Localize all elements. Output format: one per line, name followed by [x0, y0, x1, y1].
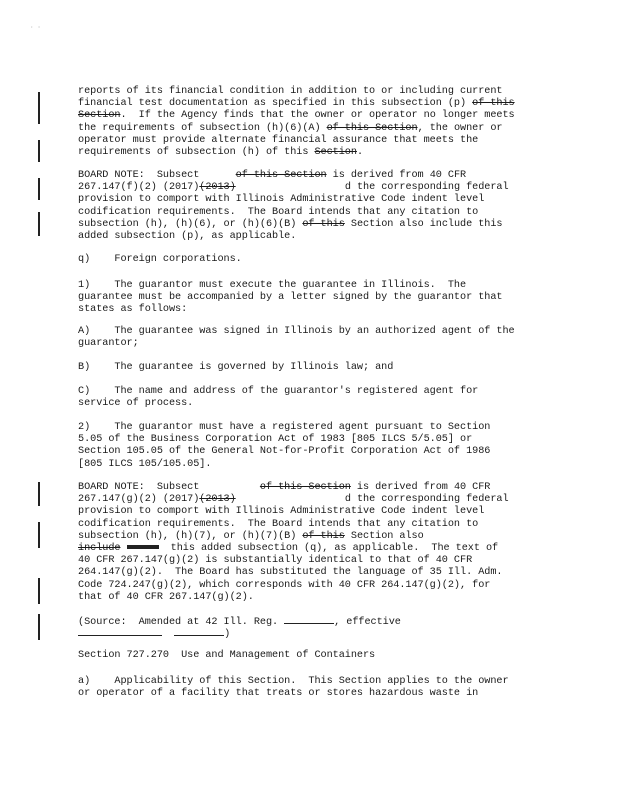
- text-run: q) Foreign corporations.: [78, 254, 242, 265]
- text-line: [78, 543, 548, 555]
- paragraph-q1: [78, 280, 548, 317]
- text-line: [78, 110, 548, 122]
- text-line: [78, 555, 548, 567]
- deleted-text: of this Section: [235, 170, 327, 181]
- text-line: [78, 626, 548, 641]
- text-line: [78, 326, 548, 338]
- text-run: added subsection (p), as applicable.: [78, 230, 297, 242]
- item-q1-a: [78, 326, 548, 350]
- text-run: operator must provide alternate financial assurance that meets the: [78, 134, 479, 146]
- source-note: [78, 614, 548, 641]
- text-run: Code 724.247(g)(2), which corresponds with 40 CFR 264.147(g)(2), for: [78, 579, 491, 591]
- text-line: [78, 614, 548, 626]
- text-line: [78, 446, 548, 458]
- paragraph-q2: [78, 422, 548, 471]
- revision-bar: [38, 578, 40, 604]
- text-run: that of 40 CFR 267.147(g)(2).: [78, 591, 254, 603]
- item-q1-c: [78, 386, 548, 410]
- paragraph-financial-reports: [78, 86, 548, 159]
- subsection-a-applicability: [78, 676, 548, 700]
- text-run: . If the Agency finds that the owner or operator no longer meets: [120, 110, 515, 122]
- text-line: [78, 338, 548, 350]
- board-note-subsection-p: [78, 170, 548, 243]
- revision-bar: [38, 178, 40, 200]
- text-line: [78, 231, 548, 243]
- text-line: [78, 386, 548, 398]
- deleted-text: of this Section: [326, 122, 418, 134]
- text-run: is derived from 40 CFR: [350, 482, 491, 493]
- redaction-mark: [127, 545, 159, 549]
- text-line: [78, 434, 548, 446]
- revision-bar: [38, 92, 40, 124]
- text-run: d the corresponding federal: [235, 494, 509, 506]
- revision-bar: [38, 140, 40, 162]
- revision-bar: [38, 482, 40, 506]
- text-run: BOARD NOTE: Subsect: [78, 482, 260, 493]
- board-note-subsection-q: [78, 482, 548, 604]
- text-run: Section 727.270 Use and Management of Containers: [78, 650, 376, 661]
- text-run: BOARD NOTE: Subsect: [78, 170, 236, 181]
- text-run: reports of its financial condition in addition to or including current: [78, 86, 503, 97]
- deleted-text: Section: [78, 110, 121, 122]
- text-line: [78, 494, 548, 506]
- scan-specks: · ·: [30, 24, 41, 31]
- deleted-text: (2013): [199, 182, 236, 194]
- text-line: [78, 398, 548, 410]
- text-run: guarantee must be accompanied by a letter signed by the guarantor that: [78, 292, 503, 304]
- deleted-text: include: [78, 542, 121, 554]
- text-line: [78, 567, 548, 579]
- text-run: 264.147(g)(2). The Board has substituted the language of 35 Ill. Adm.: [78, 567, 503, 579]
- deleted-text: Section: [314, 146, 357, 158]
- text-run: 1) The guarantor must execute the guarantee in Illinois. The: [78, 280, 467, 291]
- deleted-text: of this: [302, 218, 345, 230]
- text-line: [78, 123, 548, 135]
- text-run: or operator of a facility that treats or stores hazardous waste in: [78, 688, 479, 700]
- text-line: [78, 219, 548, 231]
- text-run: Section also include this: [344, 218, 503, 230]
- text-run: 267.147(f)(2) (2017): [78, 182, 200, 194]
- section-727-270-heading: [78, 650, 548, 662]
- item-q1-b: [78, 362, 548, 374]
- fill-in-blank: [174, 626, 224, 636]
- text-run: this added subsection (q), as applicable. The text of: [158, 542, 499, 554]
- revision-bar: [38, 212, 40, 236]
- text-line: [78, 422, 548, 434]
- fill-in-blank: [284, 614, 334, 624]
- text-run: .: [356, 146, 364, 158]
- text-line: [78, 147, 548, 159]
- text-line: [78, 506, 548, 518]
- text-run: d the corresponding federal: [235, 182, 509, 194]
- text-run: codification requirements. The Board intends that any citation to: [78, 518, 479, 530]
- text-run: , effective: [334, 617, 401, 628]
- text-run: requirements of subsection (h) of this: [78, 146, 315, 158]
- text-run: subsection (h), (h)(7), or (h)(7)(B): [78, 530, 303, 542]
- text-line: [78, 688, 548, 700]
- text-run: [162, 629, 174, 640]
- text-run: 267.147(g)(2) (2017): [78, 494, 200, 506]
- revision-bar: [38, 522, 40, 548]
- text-line: [78, 292, 548, 304]
- deleted-text: of this: [472, 98, 515, 110]
- text-line: [78, 459, 548, 471]
- text-run: ): [224, 629, 231, 641]
- text-run: provision to comport with Illinois Administrative Code indent level: [78, 194, 485, 206]
- text-run: 5.05 of the Business Corporation Act of 1983 [805 ILCS 5/5.05] or: [78, 434, 473, 446]
- text-line: [78, 280, 548, 292]
- text-line: [78, 304, 548, 316]
- text-run: codification requirements. The Board intends that any citation to: [78, 206, 479, 218]
- text-line: [78, 207, 548, 219]
- text-run: B) The guarantee is governed by Illinois law; and: [78, 362, 394, 373]
- text-line: [78, 254, 548, 266]
- text-line: [78, 580, 548, 592]
- text-run: the requirements of subsection (h)(6)(A): [78, 122, 327, 134]
- text-run: subsection (h), (h)(6), or (h)(6)(B): [78, 218, 303, 230]
- text-run: A) The guarantee was signed in Illinois by an authorized agent of the: [78, 326, 515, 337]
- text-run: [805 ILCS 105/105.05].: [78, 458, 212, 470]
- text-line: [78, 194, 548, 206]
- deleted-text: (2013): [199, 494, 236, 506]
- text-line: [78, 531, 548, 543]
- deleted-text: of this Section: [259, 482, 351, 493]
- text-run: (Source: Amended at 42 Ill. Reg.: [78, 617, 285, 628]
- text-line: [78, 362, 548, 374]
- revision-bar: [38, 614, 40, 640]
- text-line: [78, 650, 548, 662]
- text-line: [78, 592, 548, 604]
- text-line: [78, 182, 548, 194]
- text-run: , the owner or: [417, 122, 503, 134]
- text-run: financial test documentation as specified in this subsection (p): [78, 98, 473, 110]
- text-run: Section 105.05 of the General Not-for-Profit Corporation Act of 1986: [78, 446, 491, 458]
- text-run: 2) The guarantor must have a registered agent pursuant to Section: [78, 422, 491, 433]
- text-line: [78, 98, 548, 110]
- text-run: states as follows:: [78, 304, 188, 316]
- text-run: a) Applicability of this Section. This Section applies to the owner: [78, 676, 509, 687]
- fill-in-blank: [78, 626, 162, 636]
- text-line: [78, 86, 548, 98]
- text-run: is derived from 40 CFR: [326, 170, 467, 181]
- text-line: [78, 519, 548, 531]
- text-run: Section also: [344, 530, 424, 542]
- text-line: [78, 170, 548, 182]
- text-run: service of process.: [78, 398, 194, 410]
- text-run: provision to comport with Illinois Administrative Code indent level: [78, 506, 485, 518]
- text-line: [78, 135, 548, 147]
- text-line: [78, 676, 548, 688]
- text-line: [78, 482, 548, 494]
- text-run: C) The name and address of the guarantor's registered agent for: [78, 386, 479, 397]
- deleted-text: of this: [302, 530, 345, 542]
- subsection-q-heading: [78, 254, 548, 266]
- text-run: guarantor;: [78, 338, 139, 350]
- text-run: 40 CFR 267.147(g)(2) is substantially identical to that of 40 CFR: [78, 555, 473, 567]
